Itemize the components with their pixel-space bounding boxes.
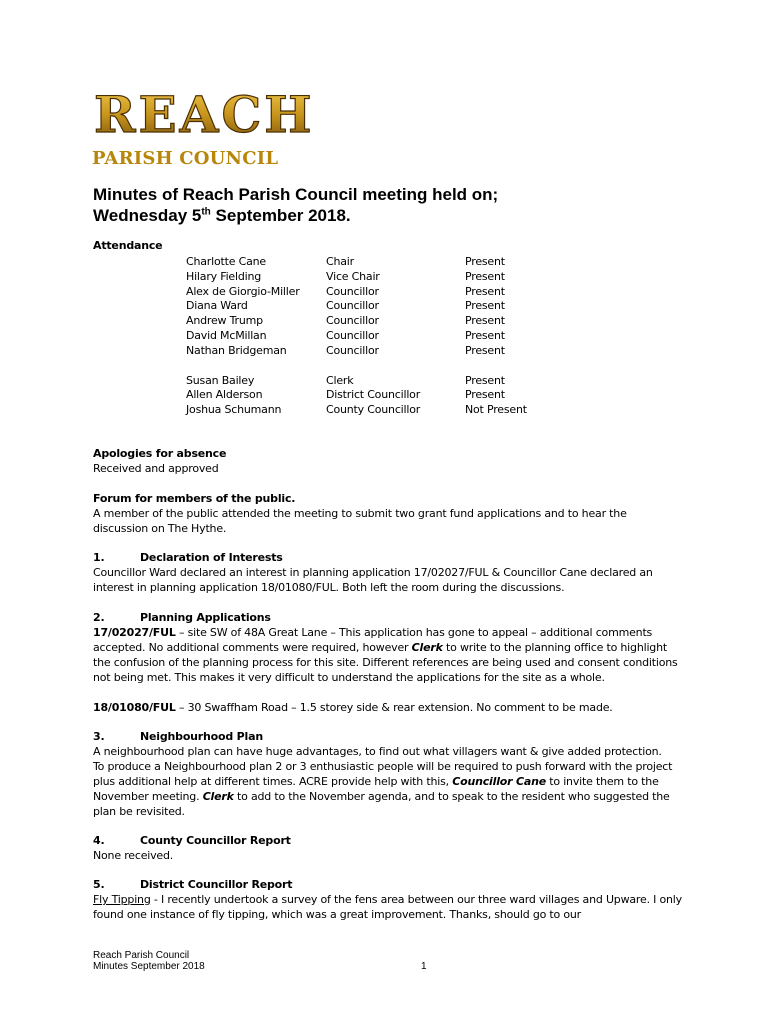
section-heading: District Councillor Report [140, 878, 293, 891]
attendance-names [186, 254, 300, 417]
attendee-name: Hilary Fielding [186, 269, 262, 283]
attendee-name: Susan Bailey [186, 373, 255, 387]
section-text-line: A neighbourhood plan can have huge advantages, to find out what villagers want & give added protection. [93, 745, 662, 758]
logo-subtitle: PARISH COUNCIL [92, 148, 279, 169]
subheading-fly-tipping: Fly Tipping [93, 893, 151, 906]
section-number: 5. [93, 878, 105, 891]
section-text-line: the confusion of the planning process for this site. Different references are being used and consent conditions [93, 656, 678, 669]
section-number: 3. [93, 730, 105, 743]
reach-logo [92, 84, 315, 148]
section-number: 1. [93, 551, 105, 564]
section-text: to invite them to the [545, 775, 659, 788]
section-heading: Declaration of Interests [140, 551, 283, 564]
attendee-role: Councillor [326, 328, 379, 342]
attendee-status: Not Present [465, 403, 527, 417]
section-text: to add to the November agenda, and to speak to the resident who suggested the [233, 790, 670, 803]
page-number: 1 [421, 961, 427, 972]
action-owner: Clerk [202, 790, 234, 803]
planning-ref: 18/01080/FUL [93, 701, 176, 714]
attendee-status: Present [465, 299, 505, 313]
section-text: - I recently undertook a survey of the fens area between our three ward villages and Upware. I only [150, 893, 682, 906]
section-text: to write to the planning office to highlight [442, 641, 667, 654]
attendee-name: David McMillan [186, 328, 267, 342]
attendance-roles [326, 254, 420, 417]
attendee-role: Councillor [326, 284, 379, 298]
attendee-role: Councillor [326, 299, 379, 313]
attendee-status: Present [465, 373, 505, 387]
section-text-line: plan be revisited. [93, 805, 185, 818]
attendee-status: Present [465, 388, 505, 402]
section-text-line: found one instance of fly tipping, which was a great improvement. Thanks, should go to our [93, 908, 581, 921]
footer-line: Reach Parish Council [93, 950, 190, 961]
section-text-line: Councillor Ward declared an interest in planning application 17/02027/FUL & Councillor Cane declared an [93, 566, 653, 579]
attendee-name: Diana Ward [186, 299, 248, 313]
attendance-heading: Attendance [93, 239, 163, 252]
section-county-report [93, 833, 291, 863]
apologies-heading: Apologies for absence [93, 447, 227, 460]
attendee-name: Joshua Schumann [186, 403, 282, 417]
section-declaration [93, 550, 653, 595]
section-heading: Planning Applications [140, 611, 271, 624]
attendee-status: Present [465, 255, 505, 268]
attendee-name: Allen Alderson [186, 388, 263, 402]
attendee-name: Nathan Bridgeman [186, 343, 287, 357]
attendee-role: Councillor [326, 343, 379, 357]
forum-text-line: discussion on The Hythe. [93, 522, 227, 535]
attendance-status [465, 254, 527, 417]
apologies-text: Received and approved [93, 462, 219, 475]
attendee-name: Alex de Giorgio-Miller [186, 284, 300, 298]
attendee-role: Vice Chair [326, 269, 380, 283]
title-date-suffix: th [201, 206, 211, 218]
section-text: – site SW of 48A Great Lane – This application has gone to appeal – additional comments [175, 626, 653, 639]
section-text-line: None received. [93, 849, 174, 862]
title-date-rest: September 2018. [210, 206, 351, 225]
section-neighbourhood-plan [93, 729, 672, 819]
attendee-role: Chair [326, 255, 354, 268]
title-line-2 [93, 205, 498, 226]
section-heading: County Councillor Report [140, 834, 291, 847]
apologies-section [93, 446, 226, 476]
section-text: November meeting. [93, 790, 203, 803]
section-district-report [93, 877, 682, 922]
action-owner: Clerk [411, 641, 443, 654]
section-heading: Neighbourhood Plan [140, 730, 263, 743]
attendee-status: Present [465, 343, 505, 357]
section-text: plus additional help at different times. ACRE provide help with this, [93, 775, 453, 788]
attendee-status: Present [465, 328, 505, 342]
planning-ref: 17/02027/FUL [93, 626, 176, 639]
attendee-status: Present [465, 284, 505, 298]
page-footer [93, 950, 205, 972]
title-line-1: Minutes of Reach Parish Council meeting held on; [93, 185, 499, 204]
section-number: 4. [93, 834, 105, 847]
title-date-prefix: Wednesday 5 [93, 206, 202, 225]
forum-section [93, 491, 627, 536]
section-number: 2. [93, 611, 105, 624]
section-text-line: interest in planning application 18/01080/FUL. Both left the room during the discussions. [93, 581, 565, 594]
attendee-name: Charlotte Cane [186, 255, 266, 268]
attendee-status: Present [465, 269, 505, 283]
section-text: accepted. No additional comments were required, however [93, 641, 412, 654]
attendee-role: Clerk [326, 373, 354, 387]
section-text-line: To produce a Neighbourhood plan 2 or 3 enthusiastic people will be required to push forward with the project [93, 760, 673, 773]
section-text: – 30 Swaffham Road – 1.5 storey side & rear extension. No comment to be made. [175, 701, 613, 714]
attendee-name: Andrew Trump [186, 314, 263, 328]
section-planning [93, 610, 678, 715]
footer-line: Minutes September 2018 [93, 961, 205, 972]
attendee-status: Present [465, 314, 505, 328]
reach-logo-art [92, 84, 315, 148]
action-owner: Councillor Cane [452, 775, 546, 788]
attendee-role: County Councillor [326, 403, 421, 417]
section-text-line: not being met. This makes it very difficult to understand the applications for the site as a whole. [93, 671, 605, 684]
page-title [93, 184, 498, 226]
attendee-role: District Councillor [326, 388, 421, 402]
forum-heading: Forum for members of the public. [93, 492, 296, 505]
forum-text-line: A member of the public attended the meeting to submit two grant fund applications and to hear the [93, 507, 627, 520]
logo-word: REACH [94, 85, 315, 144]
attendee-role: Councillor [326, 314, 379, 328]
